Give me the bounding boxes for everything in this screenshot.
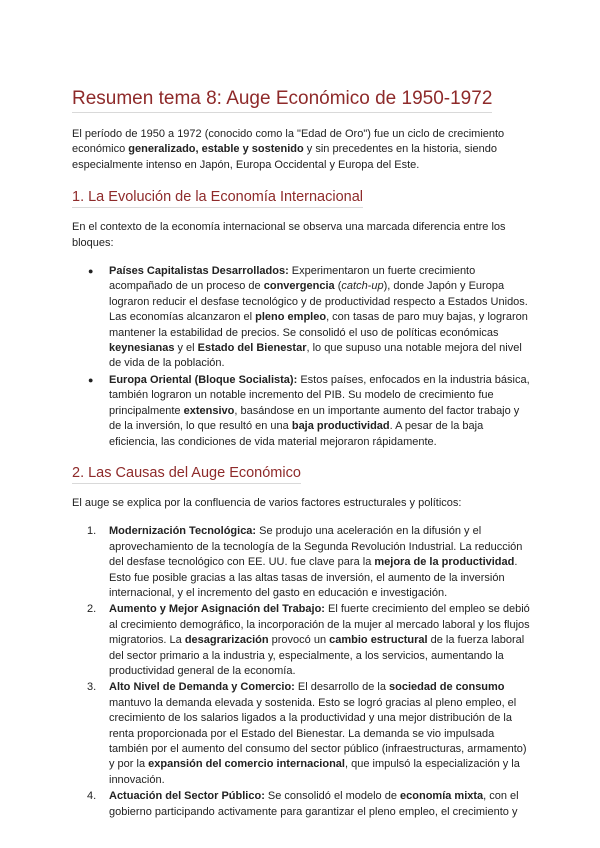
text-run: , basándose en un importante aumento del factor trabajo y de la inversión, lo que resultó en una bbox=[109, 404, 520, 433]
intro-paragraph bbox=[72, 127, 530, 173]
section-2-lead: El auge se explica por la confluencia de varios factores estructurales y políticos: bbox=[72, 496, 462, 509]
text-run: Se produjo una aceleración en la difusión y el aprovechamiento de la tecnología de la Segunda Revolución Industrial. La reducción del desfase tecnológico con EE. UU. fue clave para la bbox=[109, 525, 523, 569]
bold-text: sociedad de consumo bbox=[389, 681, 505, 694]
text-run: ( bbox=[334, 280, 342, 293]
bold-text: economía mixta bbox=[400, 790, 484, 803]
bullet-text bbox=[109, 374, 530, 448]
bold-text: mejora de la productividad bbox=[374, 556, 515, 569]
bold-text: Países Capitalistas Desarrollados: bbox=[109, 265, 289, 278]
bold-text: pleno empleo bbox=[255, 311, 327, 324]
text-run: , que impulsó la especialización y la innovación. bbox=[109, 758, 520, 786]
bullet-dot-icon: ● bbox=[88, 266, 94, 277]
bold-text: baja productividad bbox=[291, 420, 390, 433]
text-run: , con el gobierno participando activamente para garantizar el pleno empleo, el crecimiento y bbox=[109, 790, 519, 818]
section-1-heading: 1. La Evolución de la Economía Internacional bbox=[72, 188, 363, 208]
text-run: , con tasas de paro muy bajas, y lograron mantener la estabilidad de precios. Se consolidó el uso de políticas económicas bbox=[109, 311, 528, 339]
numbered-item-labour bbox=[72, 602, 530, 679]
page-title: Resumen tema 8: Auge Económico de 1950-1972 bbox=[72, 88, 492, 113]
text-run: Experimentaron un fuerte crecimiento acompañado de un proceso de bbox=[109, 265, 476, 293]
item-number: 4. bbox=[87, 790, 97, 803]
text-run: Se consolidó el modelo de bbox=[264, 790, 401, 803]
text-run: . Esto fue posible gracias a las altas tasas de inversión, el aumento de la inversión internacional, y el incremento del gasto en educación e investigación. bbox=[109, 556, 518, 599]
text-run: . A pesar de la baja eficiencia, las condiciones de vida material mejoraron rápidamente. bbox=[109, 420, 484, 448]
bold-text: Estado del Bienestar bbox=[197, 342, 307, 355]
text-run: Estos países, enfocados en la industria básica, también lograron un notable incremento del PIB. Su modelo de crecimiento fue principalmente bbox=[109, 373, 530, 417]
text-run: , lo que supuso una notable mejora del nivel de vida de la población. bbox=[109, 342, 522, 370]
section-1-bullet-list bbox=[72, 264, 530, 450]
item-text bbox=[109, 790, 519, 817]
text-run: provocó un bbox=[268, 634, 330, 647]
text-run: El desarrollo de la bbox=[294, 681, 389, 694]
numbered-item-public-sector bbox=[72, 789, 530, 820]
bullet-text bbox=[109, 265, 528, 369]
bold-text: expansión del comercio internacional bbox=[148, 758, 345, 771]
bold-text: Aumento y Mejor Asignación del Trabajo: bbox=[109, 603, 325, 616]
bold-text: Modernización Tecnológica: bbox=[109, 525, 257, 538]
item-text bbox=[109, 525, 522, 599]
text-run: y el bbox=[174, 342, 198, 355]
text-run: El fuerte crecimiento del empleo se debió al crecimiento demográfico, la incorporación de la mujer al mercado laboral y los flujos migratorios. La bbox=[109, 603, 530, 647]
numbered-item-demand bbox=[72, 680, 530, 788]
bullet-item-capitalist bbox=[72, 264, 530, 372]
item-text bbox=[109, 603, 530, 677]
section-2-numbered-list bbox=[72, 524, 530, 820]
bullet-item-eastern-europe bbox=[72, 373, 530, 450]
item-number: 3. bbox=[87, 681, 97, 694]
section-1-lead: En el contexto de la economía internacional se observa una marcada diferencia entre los bloques: bbox=[72, 221, 506, 249]
bullet-dot-icon: ● bbox=[88, 374, 94, 385]
bold-text: keynesianas bbox=[109, 342, 175, 355]
text-run: ), donde Japón y Europa lograron reducir el desfase tecnológico y de productividad respecto a Estados Unidos. Las economías alcanzaron el bbox=[109, 280, 528, 324]
italic-text: catch-up bbox=[341, 280, 384, 293]
text-run: y sin precedentes en la historia, siendo especialmente intenso en Japón, Europa Occidental y Europa del Este. bbox=[72, 143, 497, 171]
bold-text: generalizado, estable y sostenido bbox=[128, 143, 304, 156]
text-run: El período de 1950 a 1972 (conocido como la "Edad de Oro") fue un ciclo de crecimiento económico bbox=[72, 128, 505, 156]
numbered-item-technology bbox=[72, 524, 530, 601]
section-2-heading: 2. Las Causas del Auge Económico bbox=[72, 464, 301, 484]
text-run: de la fuerza laboral del sector primario a la industria y, especialmente, a los servicios, aumentando la productividad general de la economía. bbox=[109, 634, 525, 677]
item-text bbox=[109, 681, 527, 785]
bold-text: Actuación del Sector Público: bbox=[109, 790, 265, 803]
bold-text: cambio estructural bbox=[329, 634, 428, 647]
text-run: mantuvo la demanda elevada y sostenida. Esto se logró gracias al pleno empleo, el crecimiento de los salarios ligados a la productividad y una mejor distribución de la renta proporcionada por el Estado del Bienestar. La demanda se vio impulsada también por el aumento del consumo del sector público (infraestructuras, armamento) y por la bbox=[109, 696, 527, 771]
bold-text: Europa Oriental (Bloque Socialista): bbox=[109, 373, 298, 386]
bold-text: desagrarización bbox=[184, 634, 269, 647]
bold-text: extensivo bbox=[183, 404, 235, 417]
bold-text: Alto Nivel de Demanda y Comercio: bbox=[109, 681, 295, 694]
item-number: 2. bbox=[87, 603, 97, 616]
bold-text: convergencia bbox=[263, 280, 335, 293]
item-number: 1. bbox=[87, 525, 97, 538]
